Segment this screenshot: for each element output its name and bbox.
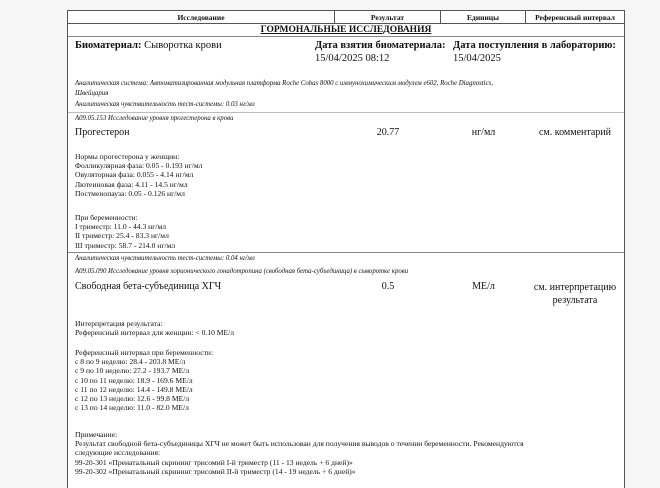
test2-name: Свободная бета-субъединица ХГЧ bbox=[75, 281, 222, 292]
norm-line: Лютеиновая фаза: 4.11 - 14.5 нг/мл bbox=[75, 179, 188, 189]
test2-interpretation bbox=[75, 319, 234, 337]
note-line: следующие исследования: bbox=[75, 448, 161, 458]
interpretation-line: Референсный интервал для женщин: < 0.10 МЕ/л bbox=[75, 328, 235, 338]
note-line: Примечание: bbox=[75, 430, 118, 439]
header-reference: Референсный интервал bbox=[526, 10, 624, 24]
lab-report-page bbox=[67, 10, 625, 488]
pregnancy-line: При беременности: bbox=[75, 213, 138, 222]
header-study: Исследование bbox=[68, 10, 335, 24]
norm-line: Постменопауза: 0.05 - 0.126 нг/мл bbox=[75, 188, 185, 198]
test1-sensitivity: Аналитическая чувствительность тест-системы: 0.03 нг/мл bbox=[75, 101, 255, 108]
norm-line: Фолликулярная фаза: 0.05 - 0.193 нг/мл bbox=[75, 161, 203, 171]
biomaterial bbox=[75, 40, 222, 51]
test1-result: 20.77 bbox=[376, 127, 400, 138]
date-received-label: Дата поступления в лабораторию: bbox=[453, 40, 616, 51]
section-title: ГОРМОНАЛЬНЫЕ ИССЛЕДОВАНИЯ bbox=[260, 25, 432, 35]
test2-reference: см. интерпретацию результата bbox=[533, 282, 617, 306]
pregnancy-line: I триместр: 11.0 - 44.3 нг/мл bbox=[75, 222, 167, 232]
test2-code: A09.05.090 Исследование уровня хорионического гонадотропина (свободная бета-субъединица) в сыворотке крови bbox=[75, 268, 409, 275]
pregnancy-line: III триместр: 58.7 - 214.0 нг/мл bbox=[75, 240, 176, 250]
test2-note bbox=[75, 430, 524, 476]
date-taken-value: 15/04/2025 08:12 bbox=[315, 53, 390, 64]
biomaterial-label: Биоматериал: bbox=[75, 40, 142, 51]
note-line: Результат свободной бета-субъединицы ХГЧ не может быть использован для получения выводов о течении беременности. Рекомендуются bbox=[75, 439, 524, 449]
divider bbox=[68, 252, 624, 253]
test1-code: A09.05.153 Исследование уровня прогестерона в крови bbox=[75, 115, 234, 122]
pregnancy-line: с 8 по 9 неделю: 28.4 - 203.8 МЕ/л bbox=[75, 357, 186, 367]
test2-pregnancy bbox=[75, 348, 213, 412]
date-received-value: 15/04/2025 bbox=[453, 53, 501, 64]
norm-line: Нормы прогестерона у женщин: bbox=[75, 152, 180, 161]
pregnancy-line: с 9 по 10 неделю: 27.2 - 193.7 МЕ/л bbox=[75, 366, 190, 376]
test1-norms bbox=[75, 152, 202, 198]
date-taken-label: Дата взятия биоматериала: bbox=[315, 40, 446, 51]
test2-result: 0.5 bbox=[381, 281, 395, 292]
test1-pregnancy bbox=[75, 213, 175, 250]
analytic-system-line2: Швейцария bbox=[75, 90, 109, 97]
divider bbox=[68, 36, 624, 37]
test1-units: нг/мл bbox=[471, 127, 496, 138]
test2-units: МЕ/л bbox=[472, 281, 495, 292]
test2-sensitivity: Аналитическая чувствительность тест-системы: 0.04 нг/мл bbox=[75, 255, 255, 262]
note-line: 99-20-301 «Пренатальный скрининг трисомий I-й триместр (11 - 13 недель + 6 дней)» bbox=[75, 457, 353, 467]
biomaterial-value: Сыворотка крови bbox=[141, 40, 222, 51]
test1-reference: см. комментарий bbox=[538, 127, 611, 138]
pregnancy-line: с 13 по 14 неделю: 11.0 - 82.0 МЕ/л bbox=[75, 403, 189, 413]
header-units: Единицы bbox=[441, 10, 526, 24]
norm-line: Овуляторная фаза: 0.055 - 4.14 нг/мл bbox=[75, 170, 194, 180]
analytic-system-line1: Аналитическая система: Автоматизированная модульная платформа Roche Cobas 8000 с иммунохимическим модулем e602, Roche Diagnostics, bbox=[75, 80, 493, 87]
pregnancy-line: с 12 по 13 неделю: 12.6 - 99.8 МЕ/л bbox=[75, 394, 190, 404]
note-line: 99-20-302 «Пренатальный скрининг трисомий II-й триместр (14 - 19 недель + 6 дней)» bbox=[75, 466, 356, 476]
pregnancy-line: с 10 по 11 неделю: 18.9 - 169.6 МЕ/л bbox=[75, 375, 193, 385]
pregnancy-line: II триместр: 25.4 - 83.3 нг/мл bbox=[75, 231, 169, 241]
pregnancy-line: Референсный интервал при беременности: bbox=[75, 348, 214, 357]
pregnancy-line: с 11 по 12 неделю: 14.4 - 149.8 МЕ/л bbox=[75, 384, 193, 394]
test1-name: Прогестерон bbox=[75, 127, 130, 138]
header-result: Результат bbox=[335, 10, 441, 24]
interpretation-line: Интерпретация результата: bbox=[75, 319, 163, 328]
